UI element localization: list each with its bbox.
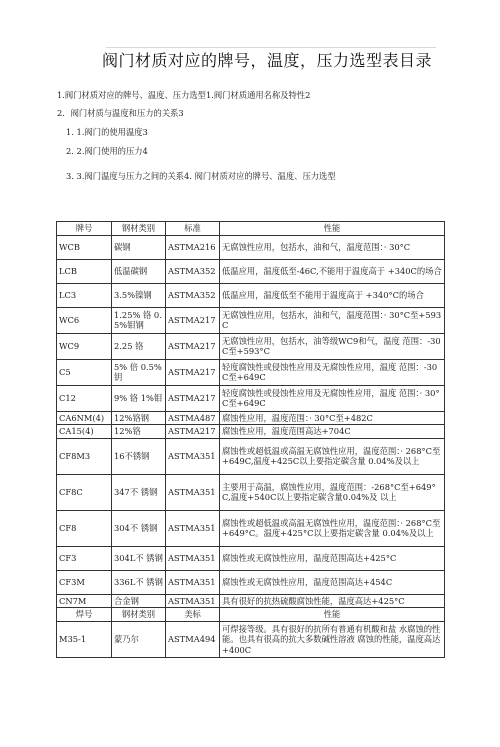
cell-grade: LCB [57, 259, 112, 283]
cell-type: 2.25 铬 [112, 333, 166, 359]
material-table [56, 221, 445, 658]
cell-performance: 可焊接等级。具有很好的抗所有普通有机酸和盐 水腐蚀的性能。也具有很高的抗大多数碱性溶液 腐蚀的性能，温度高达+400C [220, 621, 445, 657]
cell-performance: 低温应用，温度低至不能用于温度高于 +340°C的场合 [220, 283, 445, 307]
cell-performance: 腐蚀性或超低温或高温无腐蚀性应用，温度范围：· 268°C至+649C,温度+425C以上要指定碳含量 0.04%及以上 [220, 438, 445, 474]
header-performance: 性能 [220, 222, 445, 236]
toc-entry-1[interactable]: 1.阀门材质对应的牌号、温度、压力选型1.阀门材质通用名称及特性2 [57, 90, 311, 100]
cell-type: 3.5%镍钢 [112, 283, 166, 307]
cell-performance: 无腐蚀性应用，包括水，油和气，温度范围：· 30°C [220, 235, 445, 259]
cell-grade: CF3 [57, 546, 112, 570]
cell-type: 碳钢 [112, 235, 166, 259]
cell-grade: CF8 [57, 510, 112, 546]
cell-standard: ASTMA216 [166, 235, 220, 259]
subheader-performance: 性能 [220, 608, 445, 622]
cell-type: 347不 锈钢 [112, 474, 166, 510]
cell-standard: ASTMA351 [166, 510, 220, 546]
cell-grade: WCB [57, 235, 112, 259]
cell-performance: 具有很好的抗热硫酸腐蚀性能，温度高达+425°C [220, 594, 445, 608]
cell-performance: 无腐蚀性应用，包括水，油和气，温度范围：· 30°C至+593C [220, 307, 445, 333]
cell-performance: 无腐蚀性应用，包括水，油等级WC9和气，温度 范围：-30C至+593°C [220, 333, 445, 359]
table-row [57, 307, 445, 333]
cell-performance: 低温应用，温度低至-46C,不能用于温度高于 +340C的场合 [220, 259, 445, 283]
cell-type: 合金钢 [112, 594, 166, 608]
table-row [57, 621, 445, 657]
cell-performance: 腐蚀性或无腐蚀性应用，温度范围高达+454C [220, 570, 445, 594]
cell-type: 12%铬 [112, 425, 166, 439]
table-header-row [57, 222, 445, 236]
cell-grade: CF8M3 [57, 438, 112, 474]
cell-standard: ASTMA351 [166, 570, 220, 594]
table-row [57, 385, 445, 411]
cell-grade: CF8C [57, 474, 112, 510]
header-standard: 标准 [166, 222, 220, 236]
cell-standard: ASTMA217 [166, 307, 220, 333]
cell-type: 12%铬钢 [112, 411, 166, 425]
cell-standard: ASTMA217 [166, 425, 220, 439]
cell-standard: ASTMA217 [166, 359, 220, 385]
table-row [57, 594, 445, 608]
cell-standard: ASTMA217 [166, 385, 220, 411]
cell-type: 低温碳钢 [112, 259, 166, 283]
cell-performance: 腐蚀性应用，温度范围：· 30°C至+482C [220, 411, 445, 425]
cell-standard: ASTMA487 [166, 411, 220, 425]
subheader-standard: 美标 [166, 608, 220, 622]
cell-grade: C5 [57, 359, 112, 385]
cell-type: 304不 锈钢 [112, 510, 166, 546]
cell-performance: 主要用于高温，腐蚀性应用，温度范围：-268°C至+649°C,温度+540C以上要指定碳含量0.04%及 以上 [220, 474, 445, 510]
cell-type: 9% 铬 1%钼 [112, 385, 166, 411]
cell-grade: CA6NM(4) [57, 411, 112, 425]
toc-entry-3[interactable]: 1. 1.阀门的使用温度3 [66, 127, 148, 137]
cell-performance: 腐蚀性或无腐蚀性应用，温度范围高达+425°C [220, 546, 445, 570]
table-row [57, 411, 445, 425]
cell-performance: 轻度腐蚀性或侵蚀性应用及无腐蚀性应用，温度 范围：· 30°C至+649C [220, 385, 445, 411]
table-row [57, 546, 445, 570]
cell-type: 5% 倍 0.5% 钥 [112, 359, 166, 385]
table-row [57, 235, 445, 259]
header-grade: 牌号 [57, 222, 112, 236]
cell-type: 1.25% 铬 0.5%钼钢 [112, 307, 166, 333]
cell-standard: ASTMA217 [166, 333, 220, 359]
cell-type: 16不锈钢 [112, 438, 166, 474]
cell-standard: ASTMA351 [166, 594, 220, 608]
cell-type: 336L不 锈钢 [112, 570, 166, 594]
cell-grade: M35-1 [57, 621, 112, 657]
table-row [57, 259, 445, 283]
toc-entry-2[interactable]: 2．阀门材质与温度和压力的关系3 [57, 108, 184, 118]
table-subheader-row [57, 608, 445, 622]
toc-entry-4[interactable]: 2. 2.阀门使用的压力4 [66, 146, 148, 156]
cell-grade: WC6 [57, 307, 112, 333]
table-row [57, 570, 445, 594]
cell-standard: ASTMA494 [166, 621, 220, 657]
cell-standard: ASTMA351 [166, 438, 220, 474]
cell-type: 蒙乃尔 [112, 621, 166, 657]
cell-type: 304L不 锈钢 [112, 546, 166, 570]
cell-performance: 腐蚀性或超低温或高温无腐蚀性应用，温度范围：· 268°C至+649°C。温度+425°C以上要指定碳含量 0.04%及以上 [220, 510, 445, 546]
cell-grade: CN7M [57, 594, 112, 608]
table-row [57, 510, 445, 546]
cell-grade: C12 [57, 385, 112, 411]
cell-grade: WC9 [57, 333, 112, 359]
cell-standard: ASTMA351 [166, 474, 220, 510]
cell-performance: 腐蚀性应用，温度范围高达+704C [220, 425, 445, 439]
header-type: 钢材类别 [112, 222, 166, 236]
table-row [57, 425, 445, 439]
toc-entry-5[interactable]: 3. 3.阀门温度与压力之间的关系4. 阀门材质对应的牌号、温度、压力选型 [66, 171, 336, 181]
cell-performance: 轻度腐蚀性或侵蚀性应用及无腐蚀性应用，温度 范围：-30C至+649C [220, 359, 445, 385]
page-title: 阀门材质对应的牌号，温度，压力选型表目录 [102, 51, 433, 70]
cell-standard: ASTMA352 [166, 259, 220, 283]
cell-grade: LC3 [57, 283, 112, 307]
table-row [57, 283, 445, 307]
subheader-type: 钢材类别 [112, 608, 166, 622]
table-row [57, 359, 445, 385]
table-row [57, 474, 445, 510]
subheader-grade: 焊号 [57, 608, 112, 622]
cell-standard: ASTMA352 [166, 283, 220, 307]
table-row [57, 438, 445, 474]
table-row [57, 333, 445, 359]
cell-standard: ASTMA351 [166, 546, 220, 570]
cell-grade: CF3M [57, 570, 112, 594]
cell-grade: CA15(4) [57, 425, 112, 439]
